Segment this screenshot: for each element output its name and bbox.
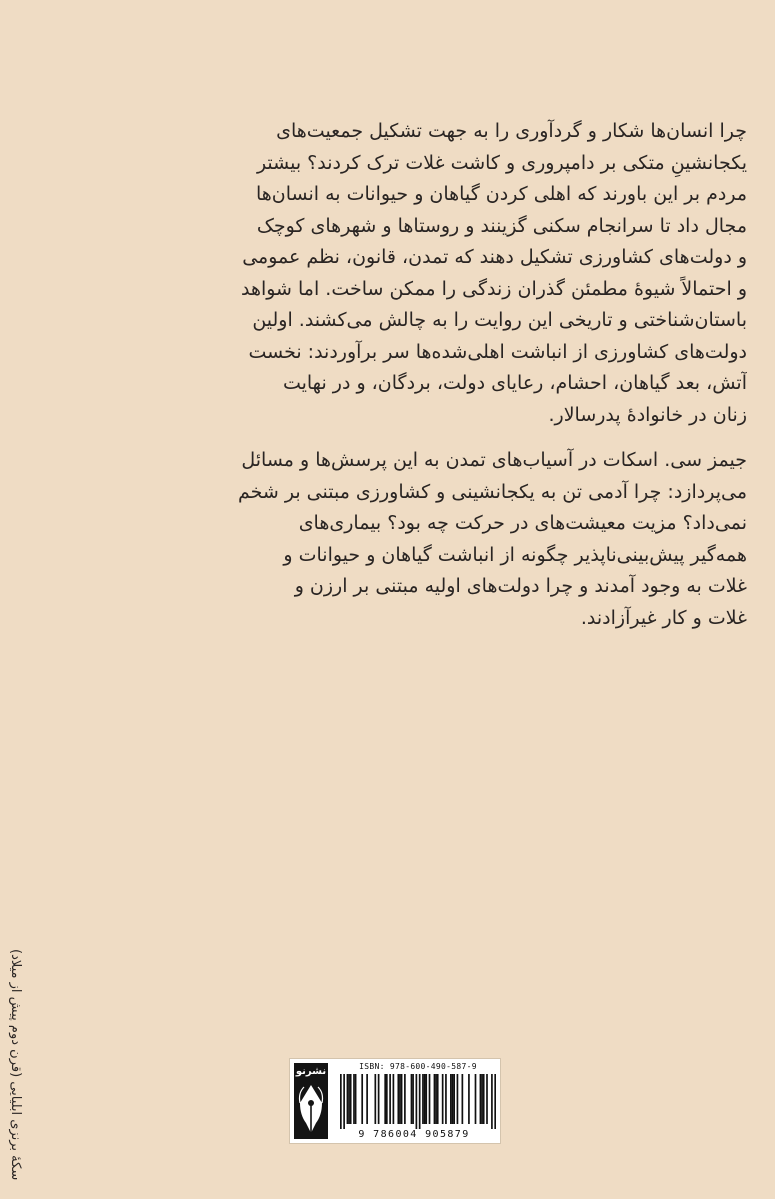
barcode-bar [481,1074,483,1124]
barcode-bar [445,1074,447,1124]
barcode-bar [424,1074,426,1124]
barcode-bar [374,1074,376,1124]
barcode-bar [401,1074,403,1124]
barcode-bar [386,1074,388,1124]
barcode-bar [384,1074,386,1124]
blurb-line: همه‌گیر پیش‌بینی‌ناپذیر چگونه از انباشت گیاهان و حیوانات و [283,543,747,566]
blurb-line: زنان در خانوادهٔ پدرسالار. [548,403,747,426]
blurb-line: غلات به وجود آمدند و چرا دولت‌های اولیه مبتنی بر ارزن و [294,575,747,597]
barcode [340,1074,496,1129]
pen-nib-icon [297,1083,325,1135]
barcode-bar [434,1074,436,1124]
barcode-bar [340,1074,342,1129]
isbn-label: ISBN: 978-600-490-587-9 [359,1062,477,1071]
barcode-bar [450,1074,452,1124]
blurb-line: و دولت‌های کشاورزی تشکیل دهند که تمدن، قانون، نظم عمومی [242,246,747,268]
barcode-bar [399,1074,401,1124]
barcode-bar [429,1074,431,1124]
barcode-bar [453,1074,455,1124]
blurb-line: چرا انسان‌ها شکار و گردآوری را به جهت تشکیل جمعیت‌های [276,120,747,142]
blurb-line: یکجانشینِ متکی بر دامپروری و کاشت غلات ترک کردند؟ بیشتر [256,151,747,174]
barcode-bar [462,1074,464,1124]
blurb-line: جیمز سی. اسکات در آسیاب‌های تمدن به این پرسش‌ها و مسائل [241,449,747,471]
barcode-box [289,1058,501,1144]
barcode-bar [412,1074,414,1124]
barcode-bar [389,1074,391,1124]
blurb-line: نمی‌داد؟ مزیت معیشت‌های در حرکت چه بود؟ بیماری‌های [298,512,747,534]
barcode-bar [393,1074,395,1124]
barcode-bar [452,1074,454,1124]
ean-digits: 9 786004 905879 [358,1129,470,1140]
barcode-bar [486,1074,488,1124]
barcode-bar [404,1074,406,1124]
blurb-line: غلات و کار غیرآزادند. [580,606,747,629]
barcode-bar [437,1074,439,1124]
barcode-bar [435,1074,437,1124]
paragraph-spacer [175,431,747,445]
barcode-bar [422,1074,424,1124]
blurb-line: دولت‌های کشاورزی از انباشت اهلی‌شده‌ها سر برآوردند: نخست [248,340,747,363]
barcode-bar [355,1074,357,1124]
barcode-bar [347,1074,349,1124]
barcode-bar [494,1074,496,1129]
barcode-bar [378,1074,380,1124]
barcode-bar [411,1074,413,1124]
barcode-bar [416,1074,418,1129]
barcode-bar [419,1074,421,1129]
blurb-line: مردم بر این باورند که اهلی کردن گیاهان و حیوانات به انسان‌ها [256,183,747,205]
barcode-bar [366,1074,368,1124]
blurb-line: می‌پردازد: چرا آدمی تن به یکجانشینی و کشاورزی مبتنی بر شخم [238,480,747,503]
back-cover-blurb [175,116,747,634]
barcode-bar [480,1074,482,1124]
barcode-bar [343,1074,345,1129]
barcode-bar [475,1074,477,1124]
blurb-line: آتش، بعد گیاهان، احشام، رعایای دولت، بردگان، و در نهایت [282,372,747,394]
barcode-bar [425,1074,427,1124]
barcode-bar [468,1074,470,1124]
barcode-bar [491,1074,493,1129]
barcode-bar [348,1074,350,1124]
blurb-paragraph-1 [175,116,747,431]
barcode-bar [353,1074,355,1124]
barcode-bar [361,1074,363,1124]
publisher-logo [294,1063,328,1139]
cover-image-caption: سکهٔ برنزی ابلیایی (قرن دوم پیش از میلاد) [8,948,23,1180]
blurb-line: مجال داد تا سرانجام سکنی گزینند و روستاها و شهرهای کوچک [256,214,747,237]
barcode-bar [350,1074,352,1124]
publisher-logo-text: نشرنو [295,1066,327,1077]
barcode-bar [397,1074,399,1124]
barcode-bar [457,1074,459,1124]
barcode-bar [483,1074,485,1124]
blurb-paragraph-2 [175,445,747,634]
blurb-line: و احتمالاً شیوهٔ مطمئن گذران زندگی را ممکن ساخت. اما شواهد [240,277,747,300]
barcode-bar [442,1074,444,1124]
blurb-line: باستان‌شناختی و تاریخی این روایت را به چالش می‌کشند. اولین [252,309,747,331]
